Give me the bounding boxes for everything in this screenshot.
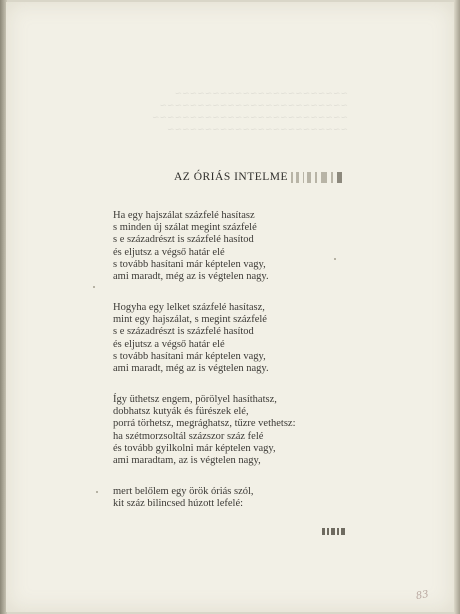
stanza-2 <box>113 302 269 375</box>
poem-line: és tovább gyilkolni már képtelen vagy, <box>113 442 276 454</box>
stanza-1 <box>113 210 269 283</box>
poem-line: mint egy hajszálat, s megint százfelé <box>113 314 267 326</box>
poem-line: s e századrészt is százfelé hasítod <box>113 326 254 338</box>
title-ornament <box>291 168 345 186</box>
stanza-3 <box>113 394 296 467</box>
poem-title: AZ ÓRIÁS INTELME <box>174 171 289 183</box>
bleed-through-text: ~~~~~~~~~~~~~~~~~~~~~~~ ~~~~~~~~~~~~~~~~~~~~~~~~~ ~~~~~~~~~~~~~~~~~~~~~~~~~~ ~~~~~~~~~~~~~~~~~~~~~~~~ <box>151 89 348 135</box>
poem-line: porrá törhetsz, megrághatsz, tűzre vethetsz: <box>113 418 296 430</box>
poem-line: s e századrészt is százfelé hasítod <box>113 234 254 246</box>
poem-line: és eljutsz a végső határ elé <box>113 338 225 350</box>
stanza-4 <box>113 486 254 510</box>
poem-line: Így üthetsz engem, pörölyel hasíthatsz, <box>113 394 277 405</box>
poem-line: és eljutsz a végső határ elé <box>113 246 225 258</box>
poem-line: ha szétmorzsoltál százszor száz felé <box>113 430 264 442</box>
page-number: 83 <box>415 588 430 603</box>
poem-line: s tovább hasítani már képtelen vagy, <box>113 350 266 362</box>
paper-speck <box>96 491 98 493</box>
poem-line: ami maradt, még az is végtelen nagy. <box>113 362 269 374</box>
poem-line: ami maradtam, az is végtelen nagy, <box>113 454 261 466</box>
paper-speck <box>93 286 95 288</box>
poem-line: Ha egy hajszálat százfelé hasítasz <box>113 210 255 221</box>
poem-line: ami maradt, még az is végtelen nagy. <box>113 270 269 282</box>
poem-line: s minden új szálat megint százfelé <box>113 222 257 234</box>
printer-mark <box>322 526 346 536</box>
poem-line: mert belőlem egy örök óriás szól, <box>113 486 254 497</box>
right-page-edge <box>454 0 460 614</box>
poem-line: s tovább hasítani már képtelen vagy, <box>113 258 266 270</box>
poem-line: kit száz bilincsed húzott lefelé: <box>113 498 244 510</box>
poem-line: dobhatsz kutyák és fürészek elé, <box>113 406 249 418</box>
paper-speck <box>334 258 336 260</box>
poem-line: Hogyha egy lelket százfelé hasítasz, <box>113 302 265 313</box>
